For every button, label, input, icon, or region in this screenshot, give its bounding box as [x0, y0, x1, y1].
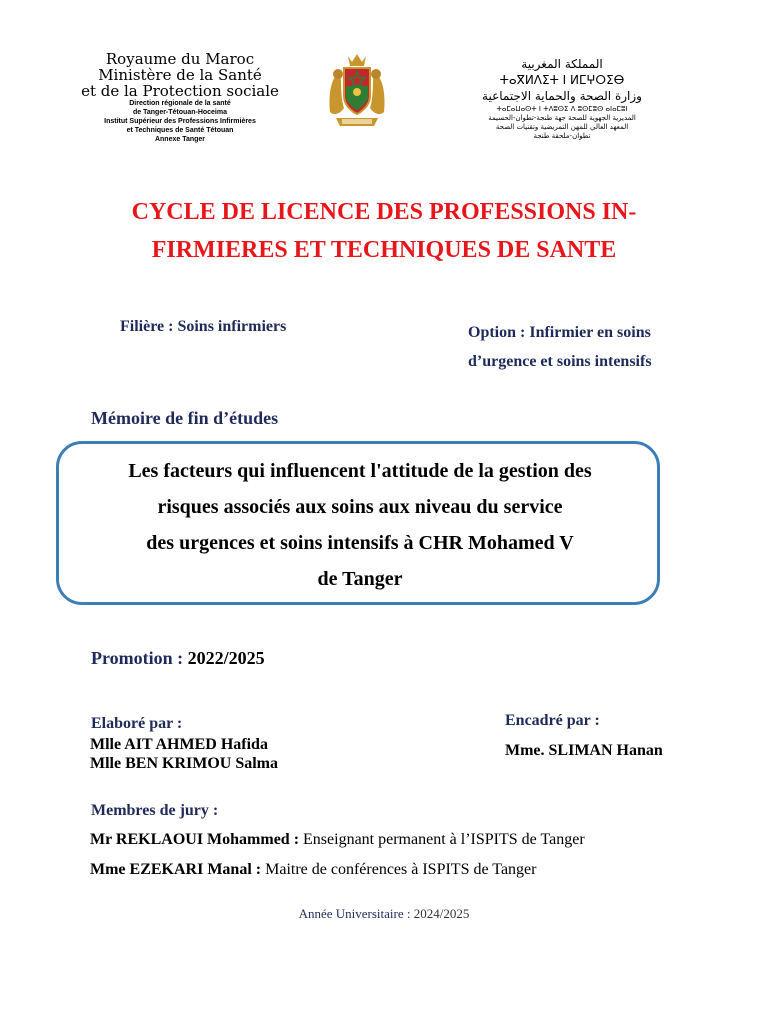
header-line: Royaume du Maroc	[105, 50, 255, 68]
jury-member-name: Mme EZEKARI Manal :	[90, 861, 262, 878]
header-line: ⵜⴰⵎⴰⵡⴰⵙⵜ ⵏ ⵜⴷⵓⵙⵉ ⴷ ⵓⵙⵎⵓⵙ ⴰⵏⴰⵎⵓⵏ	[496, 105, 628, 113]
header-line: المملكة المغربية	[521, 57, 603, 71]
author-name: Mlle BEN KRIMOU Salma	[90, 755, 278, 772]
academic-year	[0, 906, 768, 922]
supervisor-name: Mme. SLIMAN Hanan	[505, 742, 663, 759]
header-line: et Techniques de Santé Tétouan	[126, 127, 234, 134]
header-line: Institut Supérieur des Professions Infirmières	[104, 118, 256, 125]
elabore-label: Elaboré par :	[91, 715, 183, 732]
cycle-title	[60, 193, 708, 269]
cycle-title-line: CYCLE DE LICENCE DES PROFESSIONS IN-	[131, 199, 637, 225]
header-line: ⵜⴰⴳⵍⴷⵉⵜ ⵏ ⵍⵎⵖⵔⵉⴱ	[499, 73, 625, 87]
header-line: المعهد العالي للمهن التمريضية وتقنيات الصحة	[495, 123, 629, 131]
ministry-header-ar	[462, 56, 662, 141]
ministry-header-fr	[60, 52, 300, 144]
header-line: Direction régionale de la santé	[129, 100, 231, 107]
thesis-title-line: des urgences et soins intensifs à CHR Mohamed V	[146, 532, 574, 554]
promotion	[91, 648, 265, 669]
header-line: المديرية الجهوية للصحة جهة طنجة-تطوان-الحسيمة	[488, 114, 636, 122]
memoire-label: Mémoire de fin d’études	[91, 408, 279, 428]
jury-member-role: Enseignant permanent à l’ISPITS de Tanger	[303, 831, 585, 848]
jury-member	[90, 831, 585, 849]
academic-year-separator: :	[403, 906, 414, 921]
author-list	[90, 735, 278, 773]
header-line: Annexe Tanger	[154, 136, 206, 143]
promotion-label: Promotion :	[91, 648, 184, 668]
header-line: et de la Protection sociale	[81, 82, 279, 100]
academic-year-value: 2024/2025	[413, 906, 470, 921]
header-line: de Tanger-Tétouan-Hoceima	[133, 109, 227, 116]
author-name: Mlle AIT AHMED Hafida	[90, 736, 268, 753]
jury-member-role: Maitre de conférences à ISPITS de Tanger	[265, 861, 537, 878]
option-label	[468, 318, 698, 376]
jury-member-name: Mr REKLAOUI Mohammed :	[90, 831, 300, 848]
filiere-label: Filière : Soins infirmiers	[120, 318, 287, 335]
academic-year-label: Année Universitaire	[298, 906, 404, 921]
cycle-title-line: FIRMIERES ET TECHNIQUES DE SANTE	[151, 237, 617, 263]
promotion-value: 2022/2025	[187, 648, 265, 668]
header-line: وزارة الصحة والحماية الاجتماعية	[482, 89, 642, 103]
encadre-label: Encadré par :	[505, 712, 600, 729]
header-line: تطوان-ملحقة طنجة	[533, 132, 591, 140]
thesis-title	[80, 453, 640, 597]
thesis-title-line: Les facteurs qui influencent l'attitude de la gestion des	[128, 460, 592, 482]
thesis-title-line: risques associés aux soins aux niveau du service	[157, 496, 563, 518]
option-line: Option : Infirmier en soins	[468, 324, 651, 341]
option-line: d’urgence et soins intensifs	[468, 353, 652, 370]
jury-label: Membres de jury :	[91, 802, 219, 819]
thesis-title-line: de Tanger	[317, 568, 403, 590]
jury-member	[90, 861, 536, 879]
header-line: Ministère de la Santé	[98, 66, 262, 84]
moroccan-coat-of-arms-icon	[326, 52, 388, 132]
